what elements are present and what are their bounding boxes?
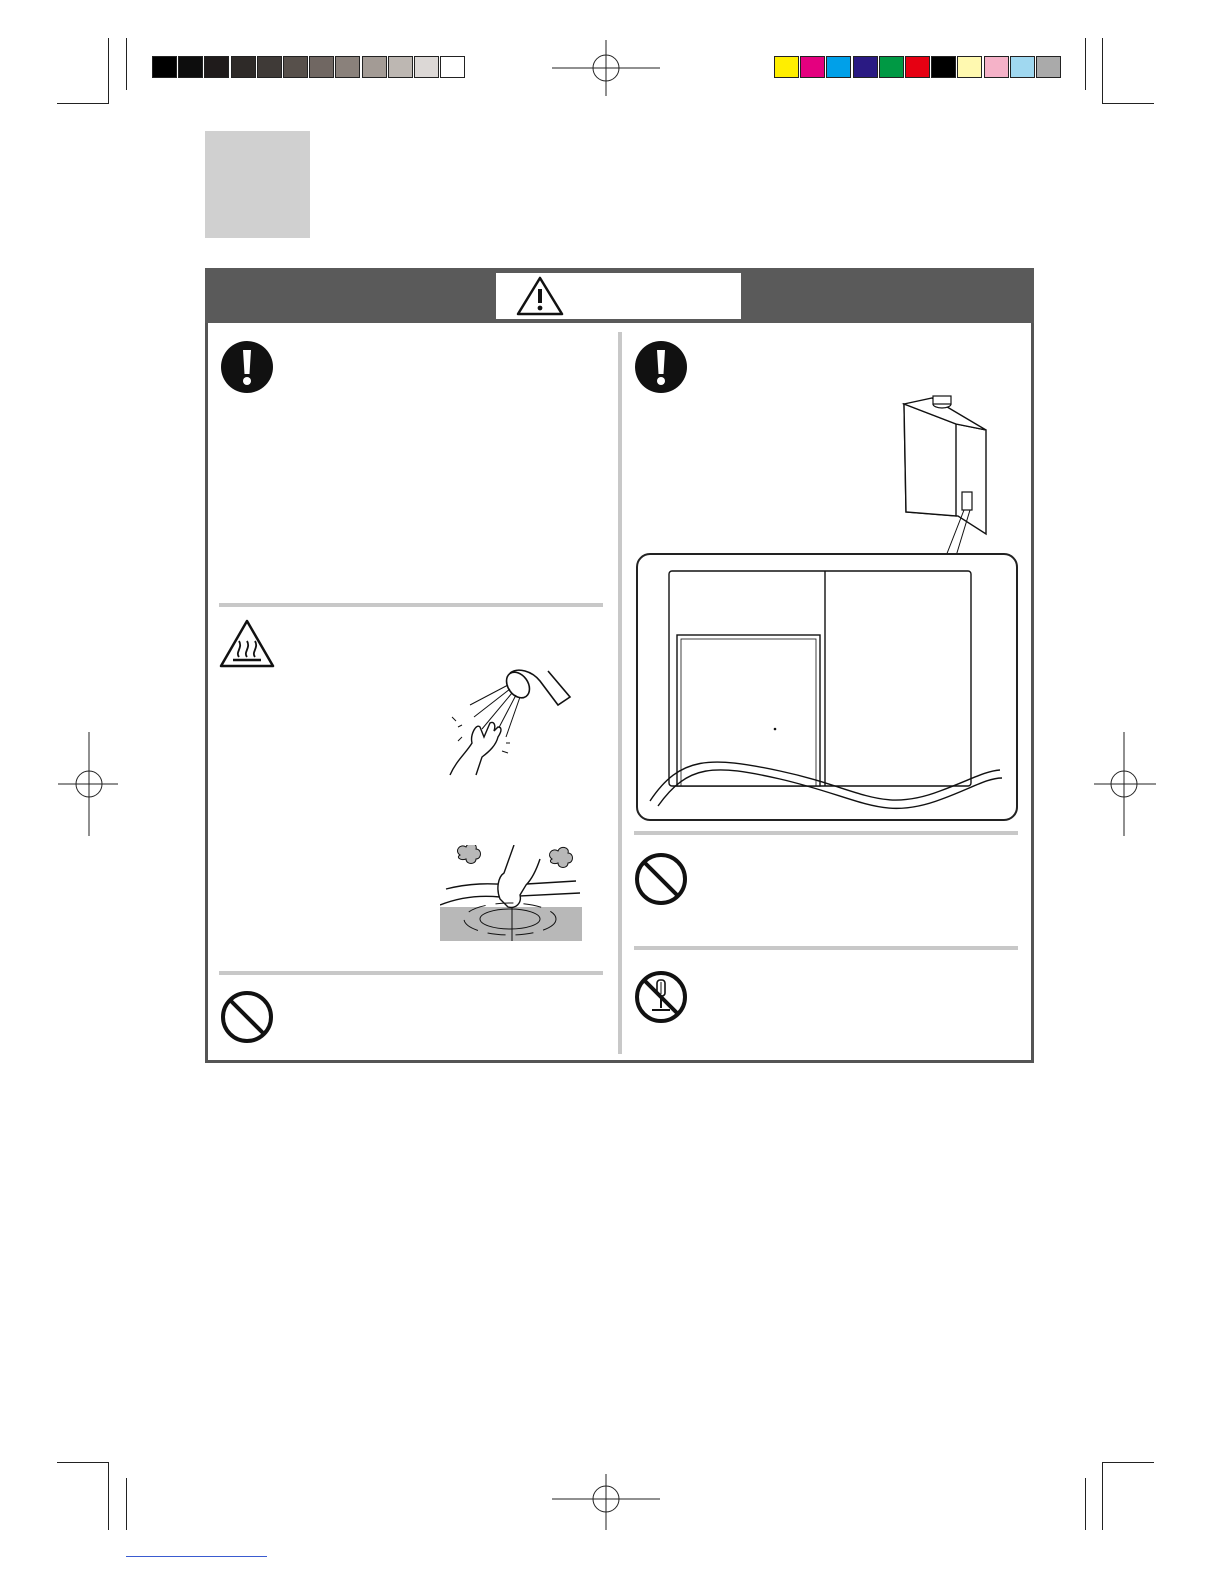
- color-swatch: [1036, 56, 1061, 78]
- gray-swatch: [152, 56, 177, 78]
- warning-triangle-icon: [516, 276, 564, 316]
- no-disassembly-icon: [634, 970, 688, 1024]
- color-swatch: [826, 56, 851, 78]
- gray-swatch: [388, 56, 413, 78]
- gray-swatch: [440, 56, 465, 78]
- section-tab: [205, 131, 310, 238]
- water-heater-illustration: [896, 394, 992, 556]
- gray-swatch: [231, 56, 256, 78]
- gray-swatch: [414, 56, 439, 78]
- color-swatch: [1010, 56, 1035, 78]
- registration-mark-left-icon: [58, 732, 118, 836]
- registration-mark-right-icon: [1094, 732, 1156, 836]
- color-swatch: [931, 56, 956, 78]
- warning-header-label: [496, 273, 741, 319]
- color-swatch: [984, 56, 1009, 78]
- hot-surface-icon: [219, 619, 275, 669]
- exclamation-circle-icon: [634, 340, 688, 394]
- prohibition-icon: [220, 990, 274, 1044]
- color-swatch: [800, 56, 825, 78]
- gray-swatch: [204, 56, 229, 78]
- color-swatch: [853, 56, 878, 78]
- prohibition-icon: [634, 852, 688, 906]
- gray-swatch: [309, 56, 334, 78]
- section-separator: [219, 603, 603, 607]
- color-swatch: [774, 56, 799, 78]
- bath-hand-illustration: [440, 845, 582, 941]
- color-swatch: [957, 56, 982, 78]
- detail-panel-drawing: [640, 566, 1016, 816]
- section-separator: [219, 971, 603, 975]
- color-swatch: [879, 56, 904, 78]
- column-divider: [618, 332, 622, 1054]
- gray-swatch: [178, 56, 203, 78]
- section-separator: [634, 831, 1018, 835]
- gray-swatch: [362, 56, 387, 78]
- gray-swatch: [335, 56, 360, 78]
- link-underline: [126, 1556, 267, 1557]
- gray-swatch: [283, 56, 308, 78]
- exclamation-circle-icon: [220, 340, 274, 394]
- registration-mark-top-icon: [552, 40, 660, 96]
- shower-hand-illustration: [440, 665, 590, 780]
- gray-swatch: [257, 56, 282, 78]
- section-separator: [634, 946, 1018, 950]
- registration-mark-bottom-icon: [552, 1474, 660, 1530]
- color-swatch: [905, 56, 930, 78]
